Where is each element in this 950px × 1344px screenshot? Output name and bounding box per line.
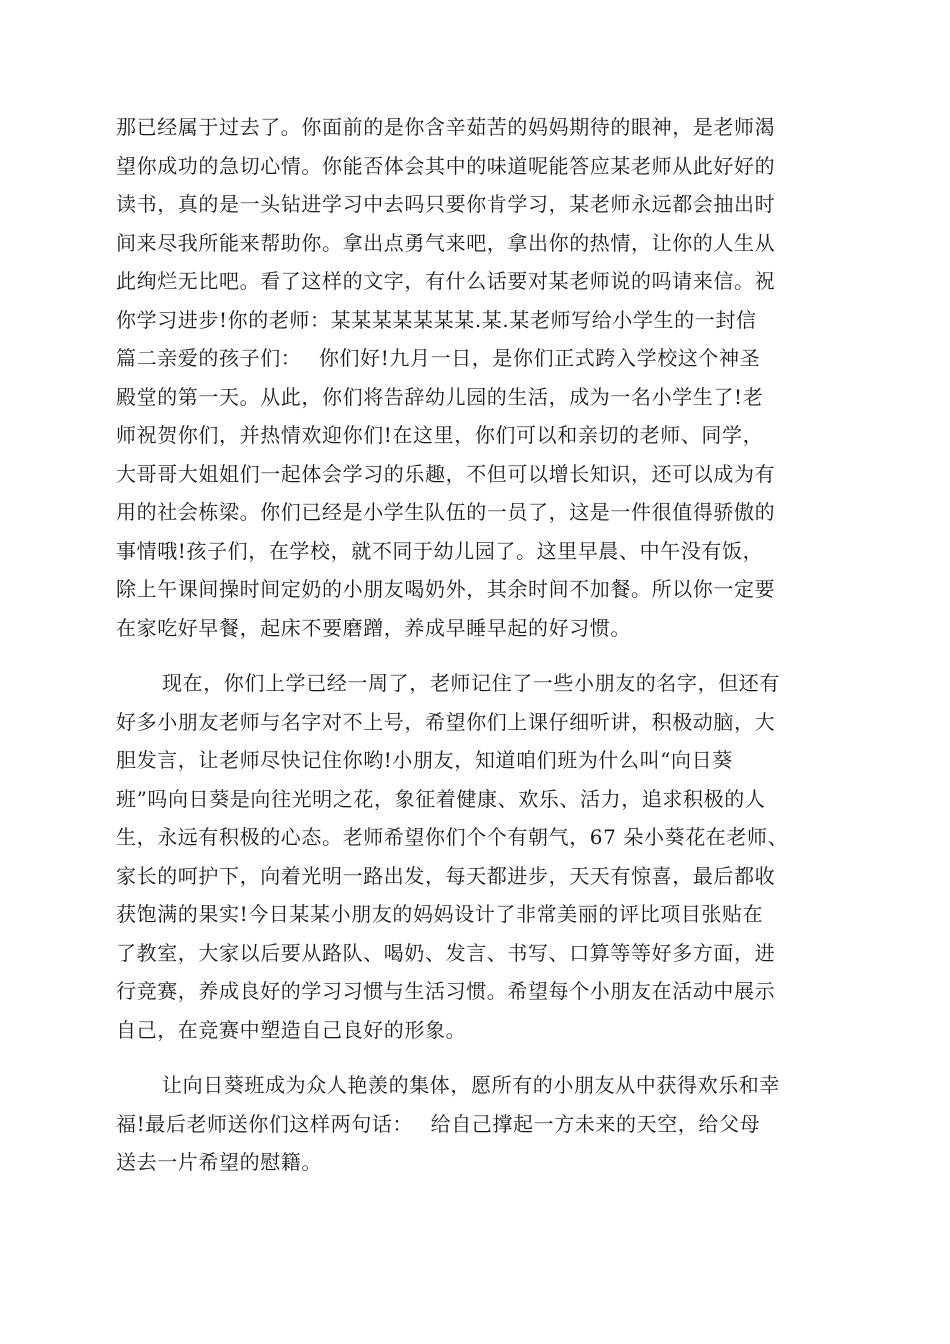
text-line: 行竞赛，养成良好的学习习惯与生活习惯。希望每个小朋友在活动中展示 <box>116 979 776 1003</box>
text-line: 自己，在竞赛中塑造自己良好的形象。 <box>116 1017 467 1042</box>
text-line: 你学习进步!你的老师：某某某某某某某.某.某老师写给小学生的一封信 <box>116 307 757 332</box>
text-line: 胆发言，让老师尽快记住你哟!小朋友，知道咱们班为什么叫“向日葵 <box>116 748 733 772</box>
text-line: 了教室，大家以后要从路队、喝奶、发言、书写、口算等等好多方面，进 <box>116 940 776 965</box>
text-line: 望你成功的急切心情。你能否体会其中的味道呢能答应某老师从此好好的 <box>116 153 776 178</box>
text-line: 送去一片希望的慰籍。 <box>116 1150 322 1174</box>
text-line: 间来尽我所能来帮助你。拿出点勇气来吧，拿出你的热情，让你的人生从 <box>116 230 776 255</box>
document-body <box>116 108 836 1182</box>
text-line: 篇二亲爱的孩子们： 你们好!九月一日，是你们正式跨入学校这个神圣 <box>116 346 761 370</box>
text-line: 家长的呵护下，向着光明一路出发，每天都进步，天天有惊喜，最后都收 <box>116 863 776 888</box>
text-line: 在家吃好早餐，起床不要磨蹭，养成早睡早起的好习惯。 <box>116 615 631 640</box>
text-line: 用的社会栋梁。你们已经是小学生队伍的一员了，这是一件很值得骄傲的 <box>116 500 776 524</box>
text-line: 让向日葵班成为众人艳羡的集体，愿所有的小朋友从中获得欢乐和幸 <box>162 1073 780 1097</box>
text-line: 福!最后老师送你们这样两句话： 给自己撑起一方未来的天空，给父母 <box>116 1111 761 1136</box>
text-line: 那已经属于过去了。你面前的是你含辛茹苦的妈妈期待的眼神，是老师渴 <box>116 115 776 139</box>
text-line: 大哥哥大姐姐们一起体会学习的乐趣，不但可以增长知识，还可以成为有 <box>116 461 776 486</box>
text-line: 此绚烂无比吧。看了这样的文字，有什么话要对某老师说的吗请来信。祝 <box>116 269 776 293</box>
paragraph-1 <box>116 108 836 647</box>
text-line: 事情哦!孩子们，在学校，就不同于幼儿园了。这里早晨、中午没有饭， <box>116 538 764 563</box>
text-line: 现在，你们上学已经一周了，老师记住了一些小朋友的名字，但还有 <box>162 671 780 695</box>
text-line: 读书，真的是一头钻进学习中去吗只要你肯学习，某老师永远都会抽出时 <box>116 192 776 216</box>
paragraph-spacer <box>116 647 836 664</box>
text-line: 除上午课间操时间定奶的小朋友喝奶外，其余时间不加餐。所以你一定要 <box>116 577 776 601</box>
text-line: 好多小朋友老师与名字对不上号，希望你们上课仔细听讲，积极动脑，大 <box>116 709 776 734</box>
text-line: 殿堂的第一天。从此，你们将告辞幼儿园的生活，成为一名小学生了!老 <box>116 384 764 409</box>
paragraph-2 <box>116 664 836 1049</box>
text-line: 师祝贺你们，并热情欢迎你们!在这里，你们可以和亲切的老师、同学， <box>116 423 764 447</box>
paragraph-3 <box>116 1066 836 1182</box>
text-line: 获饱满的果实!今日某某小朋友的妈妈设计了非常美丽的评比项目张贴在 <box>116 902 764 926</box>
text-line: 生，永远有积极的心态。老师希望你们个个有朝气，67 朵小葵花在老师、 <box>116 825 789 849</box>
text-line: 班”吗向日葵是向往光明之花，象征着健康、欢乐、活力，追求积极的人 <box>116 786 766 811</box>
paragraph-spacer <box>116 1049 836 1066</box>
